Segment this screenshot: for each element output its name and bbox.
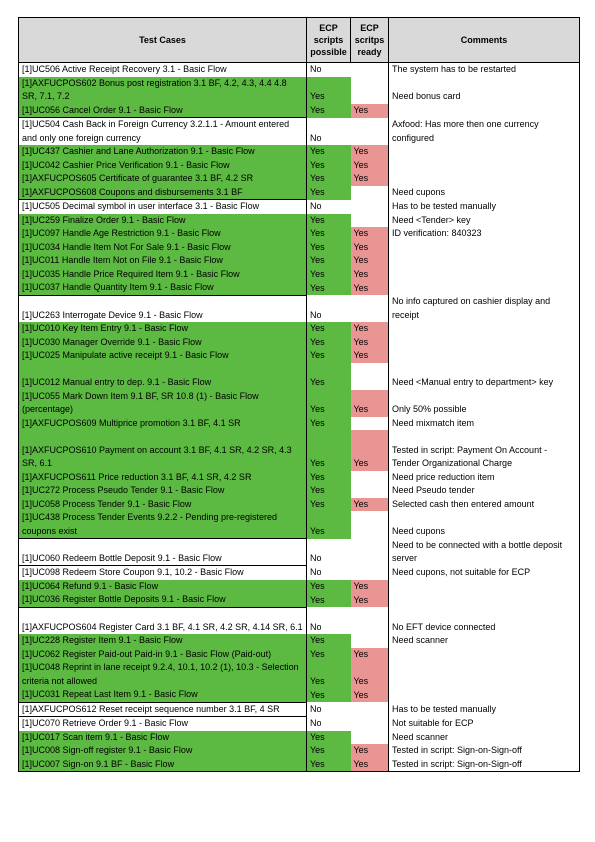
table-row: [19, 484, 580, 498]
table-row: [19, 390, 580, 417]
test-case-cell: [1]UC058 Process Tender 9.1 - Basic Flow: [19, 498, 307, 512]
ecp-possible-cell: Yes: [307, 77, 351, 104]
test-case-cell: [1]AXFUCPOS608 Coupons and disbursements 3.1 BF: [19, 186, 307, 200]
ecp-possible-cell: Yes: [307, 390, 351, 417]
comment-cell: [389, 241, 580, 255]
ecp-ready-cell: [351, 471, 389, 485]
ecp-possible-cell: Yes: [307, 471, 351, 485]
ecp-possible-cell: Yes: [307, 648, 351, 662]
test-case-cell: [1]UC437 Cashier and Lane Authorization 9.1 - Basic Flow: [19, 145, 307, 159]
comment-cell: Need cupons: [389, 511, 580, 539]
test-case-cell: [1]UC070 Retrieve Order 9.1 - Basic Flow: [19, 717, 307, 731]
ecp-ready-cell: Yes: [351, 661, 389, 688]
comment-cell: Need bonus card: [389, 77, 580, 104]
ecp-ready-cell: Yes: [351, 254, 389, 268]
table-row: [19, 268, 580, 282]
table-row: [19, 200, 580, 214]
ecp-ready-cell: Yes: [351, 688, 389, 702]
comment-cell: Need mixmatch item: [389, 417, 580, 431]
comment-cell: ID verification: 840323: [389, 227, 580, 241]
ecp-ready-cell: [351, 702, 389, 717]
test-case-cell: [1]UC056 Cancel Order 9.1 - Basic Flow: [19, 104, 307, 118]
comment-cell: [389, 172, 580, 186]
comment-cell: [389, 159, 580, 173]
ecp-possible-cell: No: [310, 201, 322, 211]
ecp-ready-cell: Yes: [351, 336, 389, 350]
ecp-ready-cell: [351, 186, 389, 200]
ecp-ready-cell: Yes: [351, 744, 389, 758]
ecp-possible-cell: No: [310, 309, 322, 320]
ecp-ready-cell: [351, 539, 389, 566]
comment-cell: [389, 268, 580, 282]
test-case-cell: [1]UC263 Interrogate Device 9.1 - Basic Flow: [19, 295, 307, 322]
ecp-possible-cell: Yes: [307, 661, 351, 688]
ecp-possible-cell: Yes: [307, 688, 351, 702]
ecp-possible-cell: Yes: [307, 417, 351, 431]
ecp-possible-cell: No: [310, 567, 322, 577]
table-row: [19, 417, 580, 431]
test-case-cell: [1]UC010 Key Item Entry 9.1 - Basic Flow: [19, 322, 307, 336]
ecp-ready-cell: [351, 511, 389, 539]
table-row: [19, 159, 580, 173]
test-case-cell: [1]UC035 Handle Price Required Item 9.1 - Basic Flow: [19, 268, 307, 282]
test-case-cell: [1]UC064 Refund 9.1 - Basic Flow: [19, 580, 307, 594]
ecp-ready-cell: Yes: [351, 648, 389, 662]
test-case-cell: [1]UC007 Sign-on 9.1 BF - Basic Flow: [19, 758, 307, 772]
table-row: [19, 539, 580, 566]
ecp-possible-cell: No: [310, 704, 322, 714]
ecp-possible-cell: Yes: [307, 268, 351, 282]
table-row: [19, 363, 580, 390]
ecp-possible-cell: No: [310, 64, 322, 74]
test-case-cell: [1]AXFUCPOS612 Reset receipt sequence number 3.1 BF, 4 SR: [19, 702, 307, 717]
ecp-possible-cell: Yes: [307, 363, 351, 390]
test-case-cell: [1]UC062 Register Paid-out Paid-in 9.1 - Basic Flow (Paid-out): [19, 648, 307, 662]
table-row: [19, 717, 580, 731]
table-row: [19, 731, 580, 745]
ecp-ready-cell: [351, 363, 389, 390]
comment-cell: Need scanner: [389, 634, 580, 648]
ecp-ready-cell: Yes: [351, 172, 389, 186]
ecp-possible-cell: No: [310, 621, 322, 632]
ecp-ready-cell: Yes: [351, 241, 389, 255]
table-row: [19, 566, 580, 580]
ecp-ready-cell: Yes: [351, 159, 389, 173]
test-case-cell: [1]UC031 Repeat Last Item 9.1 - Basic Flow: [19, 688, 307, 702]
ecp-possible-cell: Yes: [307, 145, 351, 159]
test-case-cell: [1]AXFUCPOS604 Register Card 3.1 BF, 4.1 SR, 4.2 SR, 4.14 SR, 6.1: [19, 607, 307, 634]
ecp-ready-cell: [351, 634, 389, 648]
table-row: [19, 241, 580, 255]
comment-cell: Need cupons: [389, 186, 580, 200]
ecp-ready-cell: Yes: [351, 580, 389, 594]
table-row: [19, 118, 580, 146]
ecp-possible-cell: No: [310, 132, 322, 143]
comment-cell: Tested in script: Sign-on-Sign-off: [389, 758, 580, 772]
test-case-cell: [1]UC017 Scan item 9.1 - Basic Flow: [19, 731, 307, 745]
ecp-ready-cell: [351, 717, 389, 731]
table-body: [19, 63, 580, 772]
test-case-cell: [1]UC506 Active Receipt Recovery 3.1 - Basic Flow: [19, 63, 307, 77]
test-case-cell: [1]AXFUCPOS610 Payment on account 3.1 BF, 4.1 SR, 4.2 SR, 4.3 SR, 6.1: [19, 430, 307, 471]
ecp-possible-cell: Yes: [307, 580, 351, 594]
table-row: [19, 580, 580, 594]
test-case-cell: [1]UC504 Cash Back in Foreign Currency 3.2.1.1 - Amount entered and only one foreign currency: [19, 118, 307, 146]
comment-cell: Tested in script: Payment On Account - Tender Organizational Charge: [389, 430, 580, 471]
ecp-ready-cell: Yes: [351, 268, 389, 282]
comment-cell: Axfood: Has more then one currency configured: [389, 118, 580, 146]
comment-cell: Need scanner: [389, 731, 580, 745]
ecp-possible-cell: Yes: [307, 241, 351, 255]
comment-cell: Need <Tender> key: [389, 214, 580, 228]
ecp-possible-cell: Yes: [307, 104, 351, 118]
test-case-cell: [1]AXFUCPOS611 Price reduction 3.1 BF, 4.1 SR, 4.2 SR: [19, 471, 307, 485]
table-row: [19, 336, 580, 350]
header-ecp-possible: ECP scripts possible: [307, 18, 351, 63]
comment-cell: Selected cash then entered amount: [389, 498, 580, 512]
table-row: [19, 214, 580, 228]
ecp-possible-cell: Yes: [307, 322, 351, 336]
test-case-cell: [1]AXFUCPOS609 Multiprice promotion 3.1 BF, 4.1 SR: [19, 417, 307, 431]
test-case-cell: [1]UC012 Manual entry to dep. 9.1 - Basic Flow: [19, 363, 307, 390]
ecp-ready-cell: Yes: [351, 349, 389, 363]
ecp-possible-cell: Yes: [307, 349, 351, 363]
ecp-ready-cell: [351, 118, 389, 146]
test-case-cell: [1]UC037 Handle Quantity Item 9.1 - Basic Flow: [19, 281, 307, 295]
ecp-ready-cell: Yes: [351, 390, 389, 417]
ecp-ready-cell: [351, 63, 389, 77]
ecp-ready-cell: Yes: [351, 322, 389, 336]
test-case-cell: [1]AXFUCPOS602 Bonus post registration 3.1 BF, 4.2, 4.3, 4.4 4.8 SR, 7.1, 7.2: [19, 77, 307, 104]
comment-cell: [389, 593, 580, 607]
ecp-ready-cell: Yes: [351, 498, 389, 512]
table-row: [19, 688, 580, 702]
ecp-possible-cell: Yes: [307, 758, 351, 772]
ecp-possible-cell: Yes: [307, 214, 351, 228]
test-case-cell: [1]UC097 Handle Age Restriction 9.1 - Basic Flow: [19, 227, 307, 241]
table-row: [19, 77, 580, 104]
table-row: [19, 498, 580, 512]
table-row: [19, 511, 580, 539]
test-case-cell: [1]UC272 Process Pseudo Tender 9.1 - Basic Flow: [19, 484, 307, 498]
ecp-ready-cell: Yes: [351, 145, 389, 159]
comment-cell: [389, 281, 580, 295]
ecp-ready-cell: Yes: [351, 758, 389, 772]
ecp-possible-cell: Yes: [307, 172, 351, 186]
ecp-possible-cell: Yes: [307, 498, 351, 512]
ecp-ready-cell: [351, 484, 389, 498]
comment-cell: Has to be tested manually: [389, 702, 580, 717]
ecp-possible-cell: Yes: [307, 281, 351, 295]
ecp-ready-cell: Yes: [351, 593, 389, 607]
ecp-possible-cell: No: [310, 553, 322, 563]
table-row: [19, 349, 580, 363]
table-row: [19, 322, 580, 336]
table-row: [19, 593, 580, 607]
comment-cell: Need price reduction item: [389, 471, 580, 485]
comment-cell: [389, 648, 580, 662]
ecp-possible-cell: Yes: [307, 254, 351, 268]
comment-cell: Not suitable for ECP: [389, 717, 580, 731]
table-row: [19, 702, 580, 717]
table-row: [19, 295, 580, 322]
ecp-ready-cell: [351, 607, 389, 634]
comment-cell: Need Pseudo tender: [389, 484, 580, 498]
ecp-possible-cell: Yes: [307, 227, 351, 241]
table-row: [19, 430, 580, 471]
ecp-ready-cell: [351, 214, 389, 228]
test-case-cell: [1]AXFUCPOS605 Certificate of guarantee 3.1 BF, 4.2 SR: [19, 172, 307, 186]
test-case-cell: [1]UC060 Redeem Bottle Deposit 9.1 - Basic Flow: [19, 539, 307, 566]
ecp-ready-cell: Yes: [351, 430, 389, 471]
header-comments: Comments: [389, 18, 580, 63]
table-row: [19, 758, 580, 772]
comment-cell: No info captured on cashier display and receipt: [389, 295, 580, 322]
test-case-table: [18, 17, 580, 772]
comment-cell: Need to be connected with a bottle deposit server: [389, 539, 580, 566]
table-row: [19, 281, 580, 295]
test-case-cell: [1]UC505 Decimal symbol in user interface 3.1 - Basic Flow: [19, 200, 307, 214]
test-case-cell: [1]UC438 Process Tender Events 9.2.2 - Pending pre-registered coupons exist: [19, 511, 307, 539]
ecp-ready-cell: Yes: [351, 227, 389, 241]
comment-cell: Need cupons, not suitable for ECP: [389, 566, 580, 580]
comment-cell: [389, 580, 580, 594]
ecp-possible-cell: Yes: [307, 511, 351, 539]
ecp-ready-cell: [351, 77, 389, 104]
ecp-possible-cell: Yes: [307, 186, 351, 200]
comment-cell: [389, 661, 580, 688]
ecp-possible-cell: Yes: [307, 484, 351, 498]
table-row: [19, 104, 580, 118]
test-case-cell: [1]UC036 Register Bottle Deposits 9.1 - Basic Flow: [19, 593, 307, 607]
table-row: [19, 661, 580, 688]
ecp-possible-cell: Yes: [307, 430, 351, 471]
comment-cell: Has to be tested manually: [389, 200, 580, 214]
table-row: [19, 607, 580, 634]
ecp-possible-cell: Yes: [307, 593, 351, 607]
comment-cell: Tested in script: Sign-on-Sign-off: [389, 744, 580, 758]
table-row: [19, 254, 580, 268]
table-row: [19, 648, 580, 662]
header-ecp-ready: ECP scritps ready: [351, 18, 389, 63]
test-case-cell: [1]UC055 Mark Down Item 9.1 BF, SR 10.8 (1) - Basic Flow (percentage): [19, 390, 307, 417]
header-row: [19, 18, 580, 63]
table-row: [19, 744, 580, 758]
table-row: [19, 172, 580, 186]
comment-cell: [389, 104, 580, 118]
comment-cell: [389, 145, 580, 159]
ecp-possible-cell: Yes: [307, 731, 351, 745]
comment-cell: [389, 254, 580, 268]
comment-cell: Only 50% possible: [389, 390, 580, 417]
comment-cell: No EFT device connected: [389, 607, 580, 634]
comment-cell: [389, 336, 580, 350]
ecp-ready-cell: [351, 200, 389, 214]
header-test-cases: Test Cases: [19, 18, 307, 63]
test-case-cell: [1]UC048 Reprint in lane receipt 9.2.4, 10.1, 10.2 (1), 10.3 - Selection criteria not allowed: [19, 661, 307, 688]
ecp-ready-cell: [351, 566, 389, 580]
ecp-ready-cell: [351, 295, 389, 322]
test-case-cell: [1]UC042 Cashier Price Verification 9.1 - Basic Flow: [19, 159, 307, 173]
test-case-cell: [1]UC030 Manager Override 9.1 - Basic Flow: [19, 336, 307, 350]
test-case-cell: [1]UC025 Manipulate active receipt 9.1 - Basic Flow: [19, 349, 307, 363]
ecp-possible-cell: Yes: [307, 159, 351, 173]
ecp-ready-cell: Yes: [351, 281, 389, 295]
test-case-cell: [1]UC098 Redeem Store Coupon 9.1, 10.2 - Basic Flow: [19, 566, 307, 580]
test-case-cell: [1]UC034 Handle Item Not For Sale 9.1 - Basic Flow: [19, 241, 307, 255]
comment-cell: [389, 322, 580, 336]
table-row: [19, 186, 580, 200]
ecp-possible-cell: Yes: [307, 634, 351, 648]
table-row: [19, 634, 580, 648]
ecp-possible-cell: Yes: [307, 336, 351, 350]
ecp-ready-cell: [351, 731, 389, 745]
table-row: [19, 471, 580, 485]
test-case-cell: [1]UC011 Handle Item Not on File 9.1 - Basic Flow: [19, 254, 307, 268]
ecp-ready-cell: Yes: [351, 104, 389, 118]
ecp-possible-cell: No: [310, 718, 322, 728]
table-row: [19, 63, 580, 77]
comment-cell: The system has to be restarted: [389, 63, 580, 77]
ecp-ready-cell: [351, 417, 389, 431]
table-row: [19, 145, 580, 159]
comment-cell: [389, 688, 580, 702]
comment-cell: [389, 349, 580, 363]
table-row: [19, 227, 580, 241]
ecp-possible-cell: Yes: [307, 744, 351, 758]
test-case-cell: [1]UC228 Register Item 9.1 - Basic Flow: [19, 634, 307, 648]
comment-cell: Need <Manual entry to department> key: [389, 363, 580, 390]
test-case-cell: [1]UC259 Finalize Order 9.1 - Basic Flow: [19, 214, 307, 228]
test-case-cell: [1]UC008 Sign-off register 9.1 - Basic Flow: [19, 744, 307, 758]
